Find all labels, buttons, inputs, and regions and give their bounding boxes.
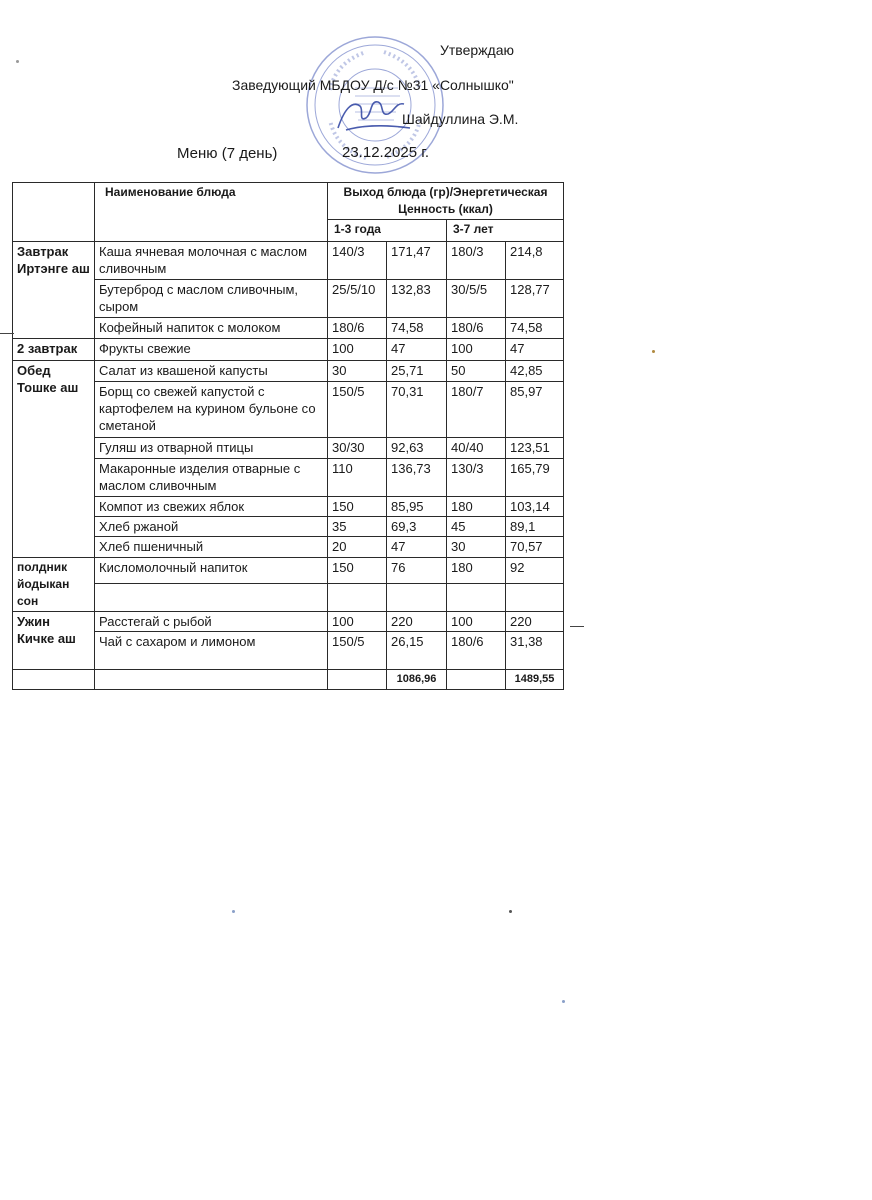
kcal-1-3: 26,15	[387, 632, 447, 670]
dish-name: Кисломолочный напиток	[95, 558, 328, 584]
table-row	[13, 318, 564, 339]
dish-name: Каша ячневая молочная с маслом сливочным	[95, 242, 328, 280]
table-row	[13, 612, 564, 632]
menu-title: Меню (7 день)	[177, 145, 278, 162]
output-1-3: 150	[328, 497, 387, 517]
output-1-3: 150/5	[328, 632, 387, 670]
output-3-7: 30	[447, 537, 506, 558]
table-row	[13, 459, 564, 497]
kcal-3-7: 103,14	[506, 497, 564, 517]
kcal-1-3: 70,31	[387, 382, 447, 438]
head-position: Заведующий МБДОУ Д/с №31 «Солнышко"	[232, 77, 514, 93]
dish-name: Гуляш из отварной птицы	[95, 438, 328, 459]
scan-speck	[652, 350, 655, 353]
scan-line	[0, 333, 14, 334]
kcal-1-3: 74,58	[387, 318, 447, 339]
output-3-7: 30/5/5	[447, 280, 506, 318]
kcal-1-3: 69,3	[387, 517, 447, 537]
output-3-7: 180/3	[447, 242, 506, 280]
table-header-row	[13, 183, 564, 220]
table-row	[13, 517, 564, 537]
head-name: Шайдуллина Э.М.	[402, 111, 519, 127]
output-1-3: 35	[328, 517, 387, 537]
dish-name: Чай с сахаром и лимоном	[95, 632, 328, 670]
kcal-3-7: 214,8	[506, 242, 564, 280]
table-row	[13, 242, 564, 280]
output-3-7: 100	[447, 612, 506, 632]
approve-label: Утверждаю	[440, 42, 514, 58]
dish-name: Расстегай с рыбой	[95, 612, 328, 632]
kcal-3-7: 128,77	[506, 280, 564, 318]
kcal-3-7: 74,58	[506, 318, 564, 339]
table-row	[13, 558, 564, 584]
output-3-7: 50	[447, 361, 506, 382]
dish-name: Компот из свежих яблок	[95, 497, 328, 517]
kcal-3-7: 92	[506, 558, 564, 584]
kcal-1-3: 85,95	[387, 497, 447, 517]
output-1-3: 180/6	[328, 318, 387, 339]
kcal-3-7: 31,38	[506, 632, 564, 670]
age-3-7-header: 3-7 лет	[447, 220, 564, 242]
kcal-3-7: 165,79	[506, 459, 564, 497]
dish-name: Хлеб пшеничный	[95, 537, 328, 558]
output-1-3: 150	[328, 558, 387, 584]
dish-name: Хлеб ржаной	[95, 517, 328, 537]
output-1-3: 100	[328, 612, 387, 632]
scan-speck	[509, 910, 512, 913]
output-3-7: 40/40	[447, 438, 506, 459]
total-kcal-1-3: 1086,96	[387, 670, 447, 690]
table-row	[13, 339, 564, 361]
dish-name: Салат из квашеной капусты	[95, 361, 328, 382]
meal-label-dinner: Ужин Кичке аш	[13, 612, 95, 670]
dish-name: Кофейный напиток с молоком	[95, 318, 328, 339]
output-1-3: 110	[328, 459, 387, 497]
kcal-1-3: 25,71	[387, 361, 447, 382]
kcal-1-3: 47	[387, 537, 447, 558]
menu-table	[12, 182, 564, 690]
scan-line	[570, 626, 584, 627]
table-row	[13, 537, 564, 558]
kcal-3-7: 85,97	[506, 382, 564, 438]
scan-speck	[232, 910, 235, 913]
kcal-3-7: 70,57	[506, 537, 564, 558]
output-3-7: 45	[447, 517, 506, 537]
output-3-7: 130/3	[447, 459, 506, 497]
table-row	[13, 438, 564, 459]
output-3-7: 100	[447, 339, 506, 361]
kcal-1-3: 136,73	[387, 459, 447, 497]
kcal-1-3: 47	[387, 339, 447, 361]
total-kcal-3-7: 1489,55	[506, 670, 564, 690]
output-1-3: 100	[328, 339, 387, 361]
output-1-3: 140/3	[328, 242, 387, 280]
meal-label-breakfast: Завтрак Иртэнге аш	[13, 242, 95, 339]
output-3-7: 180/6	[447, 632, 506, 670]
output-1-3: 25/5/10	[328, 280, 387, 318]
dish-column-header: Наименование блюда	[95, 183, 328, 242]
menu-date: 23.12.2025 г.	[342, 144, 430, 161]
output-3-7: 180/6	[447, 318, 506, 339]
meal-label-snack: полдник йодыкан сон	[13, 558, 95, 612]
kcal-1-3: 220	[387, 612, 447, 632]
table-row	[13, 280, 564, 318]
output-3-7: 180	[447, 558, 506, 584]
kcal-3-7: 47	[506, 339, 564, 361]
kcal-1-3: 132,83	[387, 280, 447, 318]
output-3-7: 180/7	[447, 382, 506, 438]
output-3-7: 180	[447, 497, 506, 517]
table-row	[13, 382, 564, 438]
dish-name: Макаронные изделия отварные с маслом сливочным	[95, 459, 328, 497]
age-1-3-header: 1-3 года	[328, 220, 447, 242]
kcal-1-3: 171,47	[387, 242, 447, 280]
kcal-3-7: 42,85	[506, 361, 564, 382]
dish-name: Фрукты свежие	[95, 339, 328, 361]
meal-label-second-breakfast: 2 завтрак	[13, 339, 95, 361]
dish-name: Бутерброд с маслом сливочным, сыром	[95, 280, 328, 318]
dish-name: Борщ со свежей капустой с картофелем на курином бульоне со сметаной	[95, 382, 328, 438]
kcal-3-7: 89,1	[506, 517, 564, 537]
meal-label-lunch: Обед Тошке аш	[13, 361, 95, 558]
totals-row	[13, 670, 564, 690]
meal-header-cell	[13, 183, 95, 242]
kcal-1-3: 92,63	[387, 438, 447, 459]
table-row-empty	[13, 583, 564, 611]
scan-speck	[16, 60, 19, 63]
output-1-3: 30	[328, 361, 387, 382]
kcal-3-7: 220	[506, 612, 564, 632]
output-1-3: 150/5	[328, 382, 387, 438]
kcal-1-3: 76	[387, 558, 447, 584]
table-row	[13, 361, 564, 382]
table-row	[13, 497, 564, 517]
kcal-3-7: 123,51	[506, 438, 564, 459]
output-column-header: Выход блюда (гр)/Энергетическая Ценность (ккал)	[328, 183, 564, 220]
table-row	[13, 632, 564, 670]
output-1-3: 20	[328, 537, 387, 558]
scan-speck	[562, 1000, 565, 1003]
output-1-3: 30/30	[328, 438, 387, 459]
